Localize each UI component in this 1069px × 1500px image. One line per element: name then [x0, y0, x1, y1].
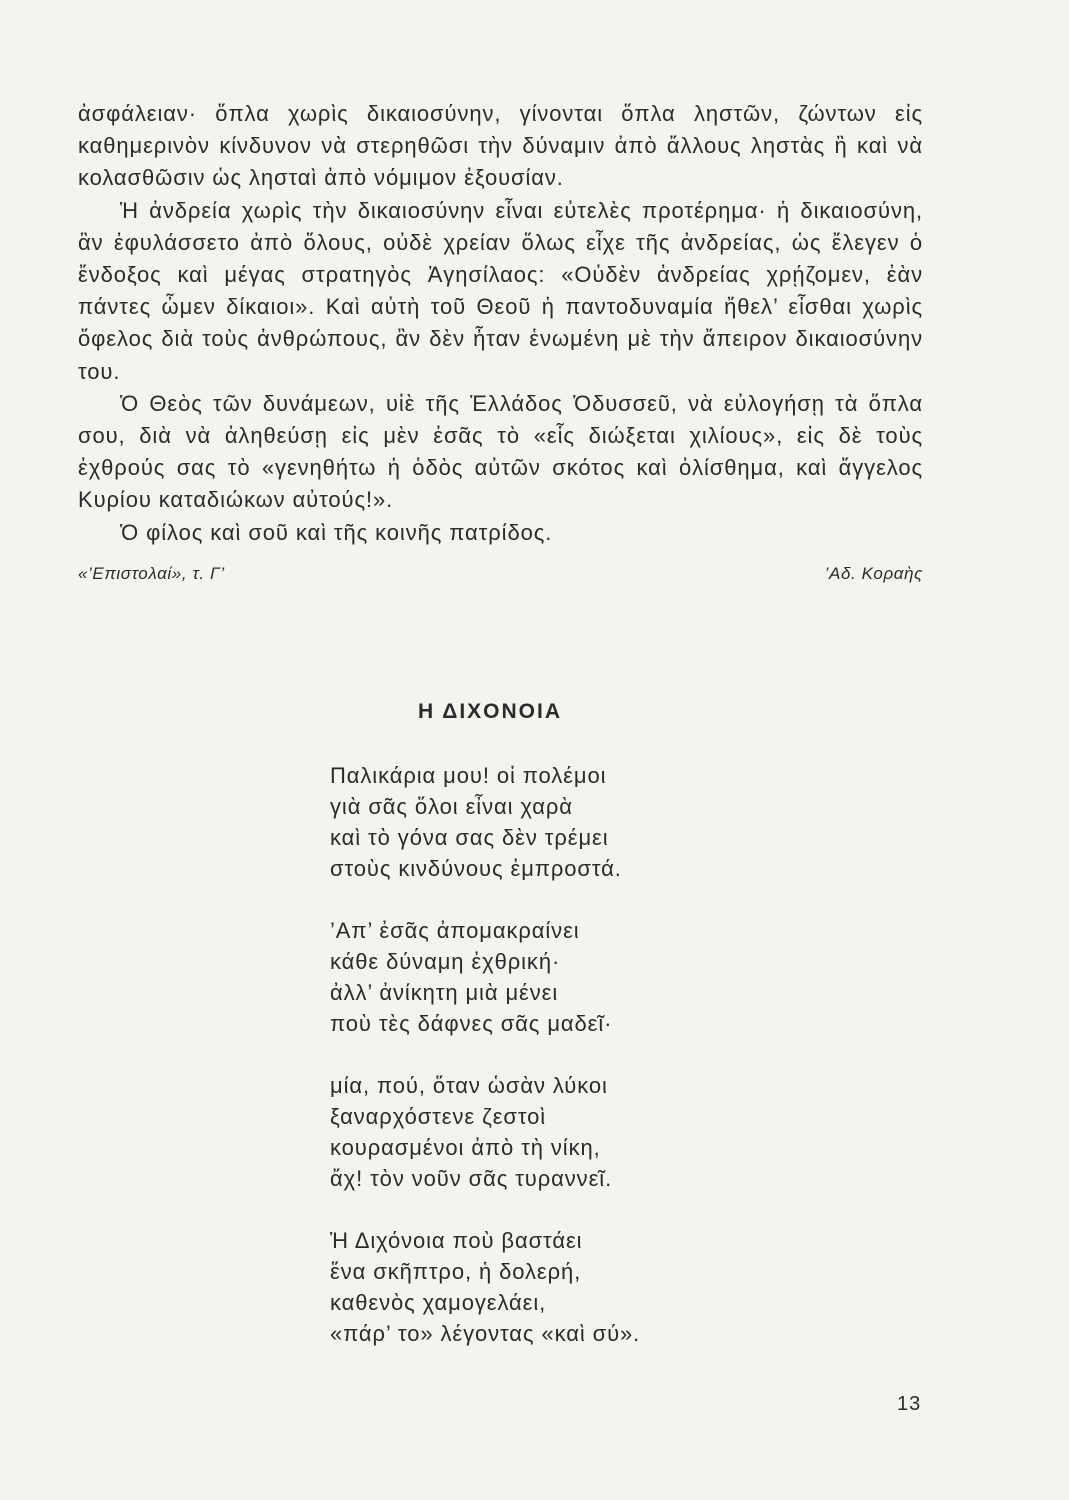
poem-stanza-4 — [330, 1225, 850, 1349]
poem-line: γιὰ σᾶς ὅλοι εἶναι χαρὰ — [330, 794, 573, 819]
poem-line: μία, πού, ὅταν ὡσὰν λύκοι — [330, 1073, 608, 1098]
poem-title: Η ΔΙΧΟΝΟΙΑ — [418, 700, 562, 723]
poem-stanza-2 — [330, 915, 850, 1039]
poem-line: ποὺ τὲς δάφνες σᾶς μαδεῖ· — [330, 1011, 613, 1036]
poem-line: καὶ τὸ γόνα σας δὲν τρέμει — [330, 825, 609, 850]
source-author: ’Αδ. Κοραὴς — [824, 564, 923, 583]
letter-text — [78, 98, 923, 549]
poem-line: ἀλλ’ ἀνίκητη μιὰ μένει — [330, 980, 559, 1005]
source-work: «’Επιστολαί», τ. Γ’ — [78, 564, 225, 583]
page-number: 13 — [897, 1393, 922, 1415]
paragraph-3: Ὁ Θεὸς τῶν δυνάμεων, υἱὲ τῆς Ἑλλάδος Ὀδυσσεῦ, νὰ εὐλογήσῃ τὰ ὅπλα σου, διὰ νὰ ἀληθεύσῃ εἰς μὲν ἐσᾶς τὸ «εἷς διώξεται χιλίους», εἰς δὲ τοὺς ἐχθρούς σας τὸ «γενηθήτω ἡ ὁδὸς αὐτῶν σκότος καὶ ὀλίσθημα, καὶ ἄγγελος Κυρίου καταδιώκων αὐτούς!». — [78, 390, 923, 513]
poem-line: κουρασμένοι ἀπὸ τὴ νίκη, — [330, 1135, 601, 1160]
poem-line: Παλικάρια μου! οἱ πολέμοι — [330, 763, 607, 788]
poem-line: καθενὸς χαμογελάει, — [330, 1290, 547, 1315]
poem — [330, 760, 850, 1380]
poem-line: ἄχ! τὸν νοῦν σᾶς τυραννεῖ. — [330, 1166, 613, 1191]
poem-line: «πάρ’ το» λέγοντας «καὶ σύ». — [330, 1321, 641, 1346]
poem-line: ξαναρχόστενε ζεστοὶ — [330, 1104, 547, 1129]
poem-stanza-1 — [330, 760, 850, 884]
paragraph-2: Ἡ ἀνδρεία χωρὶς τὴν δικαιοσύνην εἶναι εὐτελὲς προτέρημα· ἡ δικαιοσύνη, ἂν ἐφυλάσσετο ἀπὸ ὅλους, οὐδὲ χρείαν ὅλως εἶχε τῆς ἀνδρείας, ὡς ἔλεγεν ὁ ἔνδοξος καὶ μέγας στρατηγὸς Ἀγησίλαος: «Οὐδὲν ἀνδρείας χρῄζομεν, ἐὰν πάντες ὦμεν δίκαιοι». Καὶ αὐτὴ τοῦ Θεοῦ ἡ παντοδυναμία ἤθελ’ εἶσθαι χωρὶς ὄφελος διὰ τοὺς ἀνθρώπους, ἂν δὲν ἦταν ἑνωμένη μὲ τὴν ἄπειρον δικαιοσύνην του. — [78, 197, 923, 384]
poem-line: ἕνα σκῆπτρο, ἡ δολερή, — [330, 1259, 582, 1284]
paragraph-closing: Ὁ φίλος καὶ σοῦ καὶ τῆς κοινῆς πατρίδος. — [120, 519, 553, 545]
poem-line: κάθε δύναμη ἐχθρική· — [330, 949, 561, 974]
paragraph-1: ἀσφάλειαν· ὅπλα χωρὶς δικαιοσύνην, γίνονται ὅπλα ληστῶν, ζώντων εἰς καθημερινὸν κίνδυνον νὰ στερηθῶσι τὴν δύναμιν ἀπὸ ἄλλους ληστὰς ἢ καὶ νὰ κολασθῶσιν ὡς λησταὶ ἀπὸ νόμιμον ἐξουσίαν. — [78, 101, 923, 191]
poem-line: ’Απ’ ἐσᾶς ἀπομακραίνει — [330, 918, 580, 943]
poem-line: Ἡ Διχόνοια ποὺ βαστάει — [330, 1228, 583, 1253]
poem-stanza-3 — [330, 1070, 850, 1194]
poem-line: στοὺς κινδύνους ἐμπροστά. — [330, 856, 622, 881]
